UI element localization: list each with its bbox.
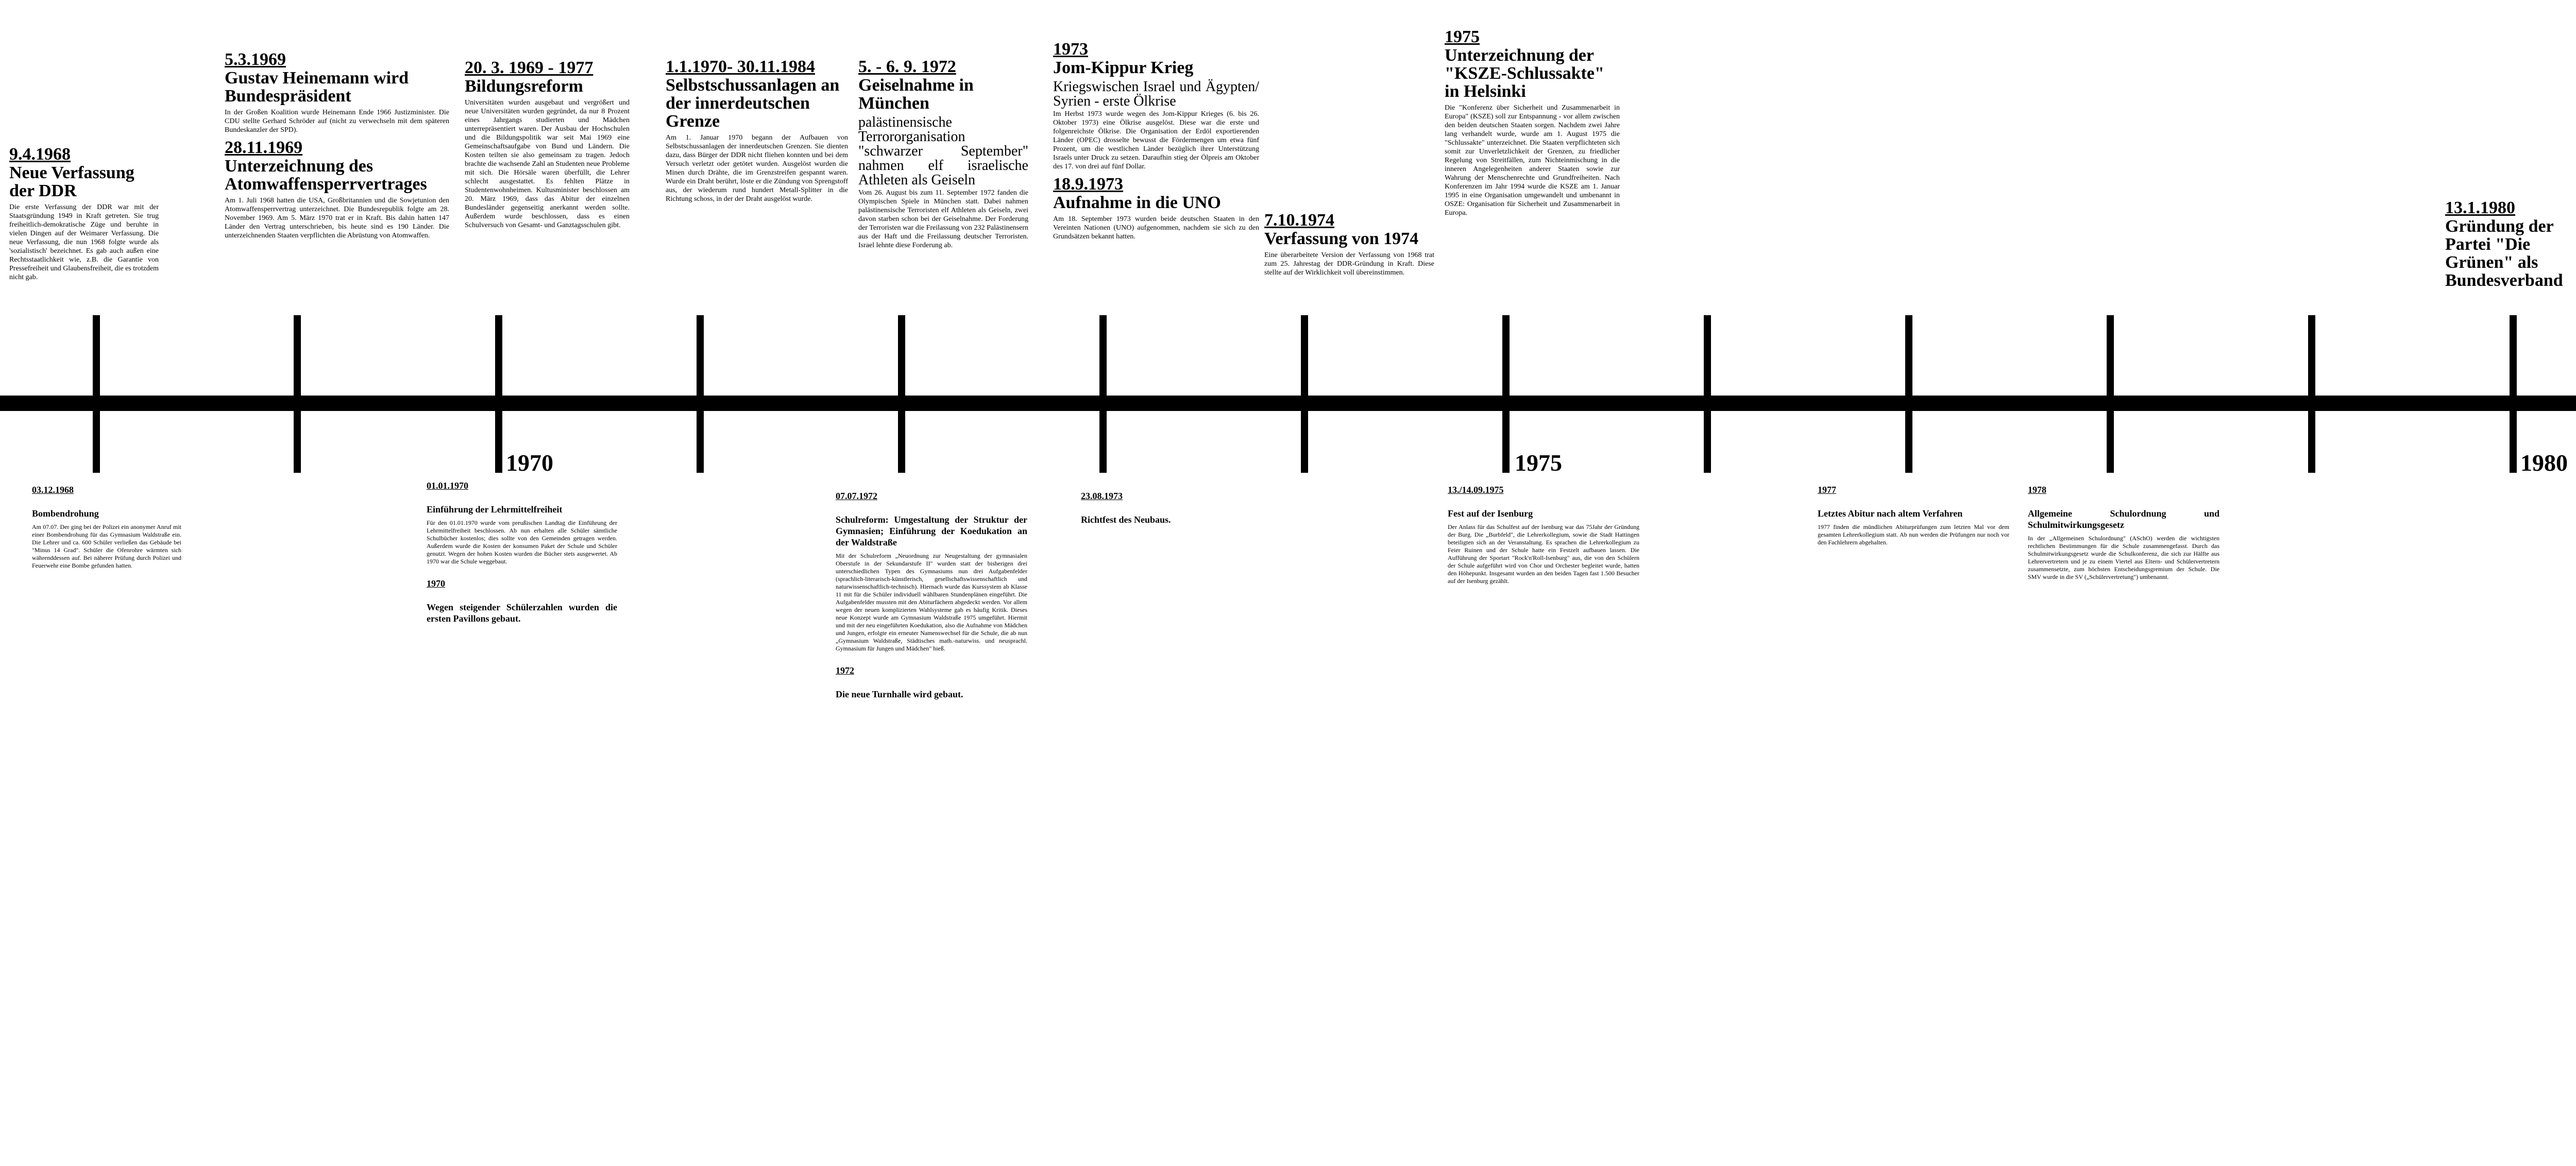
event-date: 7.10.1974 <box>1264 211 1334 230</box>
event-date: 1973 <box>1053 40 1088 59</box>
event-body: In der Großen Koalition wurde Heinemann Ende 1966 Justizminister. Die CDU stellte Gerhard Schröder auf (nicht zu verwechseln mit dem späteren Bundeskanzler der SPD). <box>225 109 449 134</box>
event-date: 1972 <box>836 665 854 676</box>
upper-event-4 <box>465 59 630 230</box>
event-body: Universitäten wurden ausgebaut und vergrößert und neue Universitäten wurden gegründet, da nur 8 Prozent eines Jahrgangs studierten und Mädchen unterrepräsentiert waren. Der Ausbau der Hochschulen und die Bildungspolitik war seit Mai 1969 eine Gemeinschaftsaufgabe von Bund und Ländern. Die Kosten teilten sie also gemeinsam zu tragen. Jedoch brachte die wachsende Zahl an Studenten neue Probleme mit sich. Die Hörsäle waren überfüllt, die Lehrer schlecht ausgestattet. Es fehlten Plätze in Studentenwohnheimen. Kultusminister beschlossen am 20. März 1969, dass das Abitur der einzelnen Bundesländer gegenseitig anerkannt werden sollte. Außerdem wurde beschlossen, dass es einen Schulversuch von Gesamt- und Ganztagsschulen gibt. <box>465 99 630 229</box>
upper-event-10 <box>1445 28 1620 217</box>
event-body: Am 1. Juli 1968 hatten die USA, Großbritannien und die Sowjetunion den Atomwaffensperrvertrag unterzeichnet. Die Bundesrepublik folgte am 28. November 1969. Am 5. März 1970 trat er in Kraft. Bis dahin hatten 147 Länder den Vertrag unterschrieben, bis heute sind es 190 Länder. Die unterzeichnenden Staaten verpflichten die Abrüstung von Atomwaffen. <box>225 197 449 239</box>
timeline-axis <box>0 396 2576 411</box>
event-date: 01.01.1970 <box>427 481 468 491</box>
timeline-tick <box>495 315 502 473</box>
event-body: Am 07.07. Der ging bei der Polizei ein anonymer Anruf mit einer Bombendrohung für das Gymnasium Waldstraße ein. Die Lehrer und ca. 600 Schüler verließen das Gebäude bei "Minus 14 Grad". Schüler die Ofenrohre wärmten sich währenddessen auf. Bei näherer Prüfung durch Polizei und Feuerwehr eine Bombe gefunden hatten. <box>32 523 181 569</box>
event-title: Bildungsreform <box>465 77 583 96</box>
lower-event-2 <box>427 480 617 628</box>
event-date: 20. 3. 1969 - 1977 <box>465 58 594 77</box>
timeline-tick <box>697 315 704 473</box>
event-date: 5. - 6. 9. 1972 <box>858 57 956 76</box>
timeline-tick <box>898 315 905 473</box>
event-date: 13.1.1980 <box>2445 198 2515 217</box>
event-date: 23.08.1973 <box>1081 491 1123 501</box>
timeline-tick <box>1704 315 1711 473</box>
event-date: 1978 <box>2028 485 2046 495</box>
event-title: Einführung der Lehrmittelfreiheit <box>427 504 563 515</box>
event-date: 1970 <box>427 578 445 589</box>
event-title: Letztes Abitur nach altem Verfahren <box>1818 508 1963 519</box>
timeline-tick <box>294 315 301 473</box>
event-title: Wegen steigender Schülerzahlen wurden die ersten Pavillons gebaut. <box>427 602 617 624</box>
event-title: Allgemeine Schulordnung und Schulmitwirkungsgesetz <box>2028 508 2219 530</box>
year-label-1975: 1975 <box>1515 450 1562 476</box>
event-body: Am 1. Januar 1970 begann der Aufbauen von Selbstschussanlagen der innerdeutschen Grenzen. Sie dienten dazu, dass Bürger der DDR nicht fliehen konnten und bei dem Versuch verletzt oder getötet wurden. Ausgelöst wurden die Minen durch Drähte, die im Grenzstreifen gespannt waren. Wurde ein Draht berührt, löste er die Zündung von Sprengstoff aus, der wiederum rund hundert Metall-Splitter in die Richtung schoss, in der der Draht ausgelöst wurde. <box>666 134 848 203</box>
event-date: 13./14.09.1975 <box>1448 485 1504 495</box>
event-body: Eine überarbeitete Version der Verfassung von 1968 trat zum 25. Jahrestag der DDR-Gründung in Kraft. Diese stellte auf der Wirklichkeit voll übereinstimmen. <box>1264 251 1434 277</box>
event-body: Im Herbst 1973 wurde wegen des Jom-Kippur Krieges (6. bis 26. Oktober 1973) eine Ölkrise ausgelöst. Diese war die erste und folgenreichste Ölkrise. Die Organisation der Erdöl exportierenden Länder (OPEC) drosselte bewusst die Fördermengen um etwa fünf Prozent, um die westlichen Länder bezüglich ihrer Unterstützung Israels unter Druck zu setzen. Daraufhin stieg der Ölpreis am Oktober des 17. von drei auf fünf Dollar. <box>1053 110 1259 170</box>
event-body: Am 18. September 1973 wurden beide deutschen Staaten in den Vereinten Nationen (UNO) aufgenommen, nachdem sie sich zu den Grundsätzen bekannt hatten. <box>1053 215 1259 241</box>
event-subtitle: palästinensische Terrororganisation "schwarzer September" nahmen elf israelische Athleten als Geiseln <box>858 114 1028 188</box>
upper-event-5 <box>666 58 848 203</box>
event-title: Gustav Heinemann wird Bundespräsident <box>225 68 409 106</box>
event-title: Geiselnahme in München <box>858 76 974 113</box>
year-label-1980: 1980 <box>2520 450 2568 476</box>
event-title: Die neue Turnhalle wird gebaut. <box>836 689 963 699</box>
event-body: Mit der Schulreform „Neuordnung zur Neugestaltung der gymnasialen Oberstufe in der Sekundarstufe II" wurden statt der bisherigen drei unterschiedlichen Typen des Gymnasiums nun drei Aufgabenfelder (sprachlich-literarisch-künstlerisch, gesellschaftswissenschaftlich und naturwissenschaftlich-technisch). Hiernach wurde das Kurssystem ab Klasse 11 mit für die Schüler individuell wählbaren Stundenplänen eingeführt. Die Aufgabenfelder mussten mit den Abiturfächern abgedeckt werden. Vor allem wegen der neuen komplizierten Wahlsysteme gab es häufig Kritik. Dieses neue Konzept wurde am Gymnasium Waldstraße 1975 umgeführt. Hiermit und mit der neu eingeführten Koedukation, also die Aufnahme von Mädchen und Jungen, erfolgte ein erneuter Namenswechsel für die Schule, die ab nun „Gymnasium Waldstraße, Städtisches math.-naturwiss. und neusprachl. Gymnasium für Jungen und Mädchen" hieß. <box>836 552 1027 652</box>
event-body: In der „Allgemeinen Schulordnung" (ASchO) werden die wichtigsten rechtlichen Bestimmungen für die Schule zusammengefasst. Durch das Schulmitwirkungsgesetz wurde die Schulkonferenz, die sich zur Hälfte aus Lehrervertretern und je zu einem Viertel aus Eltern- und Schülervertretern zusammensetzte, zum höchsten Entscheidungsgremium der Schule. Die SMV wurde in die SV („Schülervertretung") umbenannt. <box>2028 535 2219 580</box>
event-title: Aufnahme in die UNO <box>1053 193 1221 212</box>
event-title: Bombendrohung <box>32 508 99 519</box>
lower-event-6 <box>1081 490 1235 529</box>
event-body: Die "Konferenz über Sicherheit und Zusammenarbeit in Europa" (KSZE) soll zur Entspannung - vor allem zwischen den beiden deutschen Staaten sorgen. Nachdem zwei Jahre lang verhandelt wurde, wurde am 1. August 1975 die "Schlussakte" unterzeichnet. Die Staaten verpflichteten sich somit zur Unverletzlichkeit der Grenzen, zu friedlicher Regelung von Streitfällen, zum Nichteinmischung in die inneren Angelegenheiten anderer Staaten sowie zur Wahrung der Menschenrechte und Grundfreiheiten. Nach Konferenzen im Jahr 1994 wurde die KSZE am 1. Januar 1995 in eine Organisation umgewandelt und umbenannt in OSZE: Organisation für Sicherheit und Zusammenarbeit in Europa. <box>1445 104 1620 217</box>
event-date: 9.4.1968 <box>9 145 71 164</box>
upper-event-9 <box>1264 211 1434 277</box>
upper-event-2 <box>225 50 449 240</box>
event-body: Der Anlass für das Schulfest auf der Isenburg war das 75Jahr der Gründung der Burg. Die „Burbfeld", die Lehrerkollegium, sowie die Stadt Hattingen beteiligten sich an der Veranstaltung. Es sprachen die Lehrerkollegium zu Feier Ruinen und der Schule hatte ein Festzelt aufbauen lassen. Die Aufführung der Sportart "Rock'n'Roll-Isenburg" aus, die von den Schülern der Schule aufgeführt wird von Chor und Orchester begleitet wurde, hatten den Höhepunkt. Insgesamt wurden an den beiden Tagen fast 1.500 Besucher auf der Isenburg gezählt. <box>1448 523 1639 585</box>
event-date: 5.3.1969 <box>225 50 286 69</box>
timeline-tick <box>2308 315 2315 473</box>
upper-event-7 <box>1053 40 1259 241</box>
lower-event-9 <box>2028 484 2219 581</box>
event-title: Fest auf der Isenburg <box>1448 508 1533 519</box>
event-title: Richtfest des Neubaus. <box>1081 515 1171 525</box>
event-date: 1975 <box>1445 27 1480 46</box>
event-date: 18.9.1973 <box>1053 175 1123 194</box>
timeline-tick <box>1301 315 1308 473</box>
event-title: Schulreform: Umgestaltung der Struktur der Gymnasien; Einführung der Koedukation an der Waldstraße <box>836 515 1027 547</box>
event-body: Für den 01.01.1970 wurde vom preußischen Landtag die Einführung der Lehrmittelfreiheit beschlossen. Ab nun erhalten alle Schüler sämtliche Schulbücher kostenlos; dies sollte von den Gemeinden getragen werden. Außerdem wurde die Kosten der konsumen Paket der Schule und Schüler genutzt. Wegen der hohen Kosten wurden die Bücher stets ausgewertet. Ab 1970 war die Schule weggebaut. <box>427 519 617 565</box>
event-subtitle: Kriegswischen Israel und Ägypten/ Syrien - erste Ölkrise <box>1053 79 1259 109</box>
event-body: 1977 finden die mündlichen Abiturprüfungen zum letzten Mal vor dem gesamten Lehrerkollegium statt. Ab nun werden die Prüfungen nur noch vor den Fachlehrern abgehalten. <box>1818 523 2009 546</box>
timeline-tick <box>1905 315 1912 473</box>
event-date: 07.07.1972 <box>836 491 877 501</box>
event-title: Verfassung von 1974 <box>1264 229 1419 248</box>
year-label-1970: 1970 <box>506 450 553 476</box>
event-date: 1977 <box>1818 485 1836 495</box>
timeline-tick <box>1099 315 1107 473</box>
timeline-tick <box>1502 315 1510 473</box>
upper-event-11 <box>2445 199 2576 293</box>
event-date: 03.12.1968 <box>32 485 74 495</box>
event-title: Jom-Kippur Krieg <box>1053 58 1194 77</box>
event-title: Unterzeichnung des Atomwaffensperrvertrages <box>225 157 427 194</box>
event-body: Vom 26. August bis zum 11. September 1972 fanden die Olympischen Spiele in München statt. Dabei nahmen palästinensische Terroristen elf Athleten als Geiseln, zwei davon starben schon bei der Geiselnahme. Der Forderung der Terroristen war die Freilassung von 232 Palästinensern aus der Haft und die Freilassung deutscher Terroristen. Israel lehnte diese Forderung ab. <box>858 189 1028 249</box>
event-title: Selbstschussanlagen an der innerdeutschen Grenze <box>666 76 840 131</box>
upper-event-6 <box>858 58 1028 250</box>
event-title: Neue Verfassung der DDR <box>9 163 134 200</box>
upper-event-1 <box>9 145 159 282</box>
timeline-tick <box>2510 315 2517 473</box>
lower-event-8 <box>1818 484 2009 546</box>
timeline-tick <box>93 315 100 473</box>
timeline-tick <box>2107 315 2114 473</box>
event-title: Gründung der Partei "Die Grünen" als Bundesverband <box>2445 217 2563 290</box>
lower-event-7 <box>1448 484 1639 585</box>
event-body: Die erste Verfassung der DDR war mit der Staatsgründung 1949 in Kraft getreten. Sie trug freiheitlich-demokratische Züge und beruhte in vielen Dingen auf der Weimarer Verfassung. Die neue Verfassung, die nun 1968 folgte wurde als 'sozialistisch' bezeichnet. Es gab auch außen eine Rechtsstaatlichkeit wie, z.B. die Garantie von Pressefreiheit und Glaubensfreiheit, die es trotzdem nicht gab. <box>9 203 159 281</box>
lower-event-4 <box>836 490 1027 704</box>
event-title: Unterzeichnung der "KSZE-Schlussakte" in Helsinki <box>1445 46 1604 101</box>
lower-event-1 <box>32 484 181 570</box>
event-date: 1.1.1970- 30.11.1984 <box>666 57 815 76</box>
event-date: 28.11.1969 <box>225 138 303 157</box>
